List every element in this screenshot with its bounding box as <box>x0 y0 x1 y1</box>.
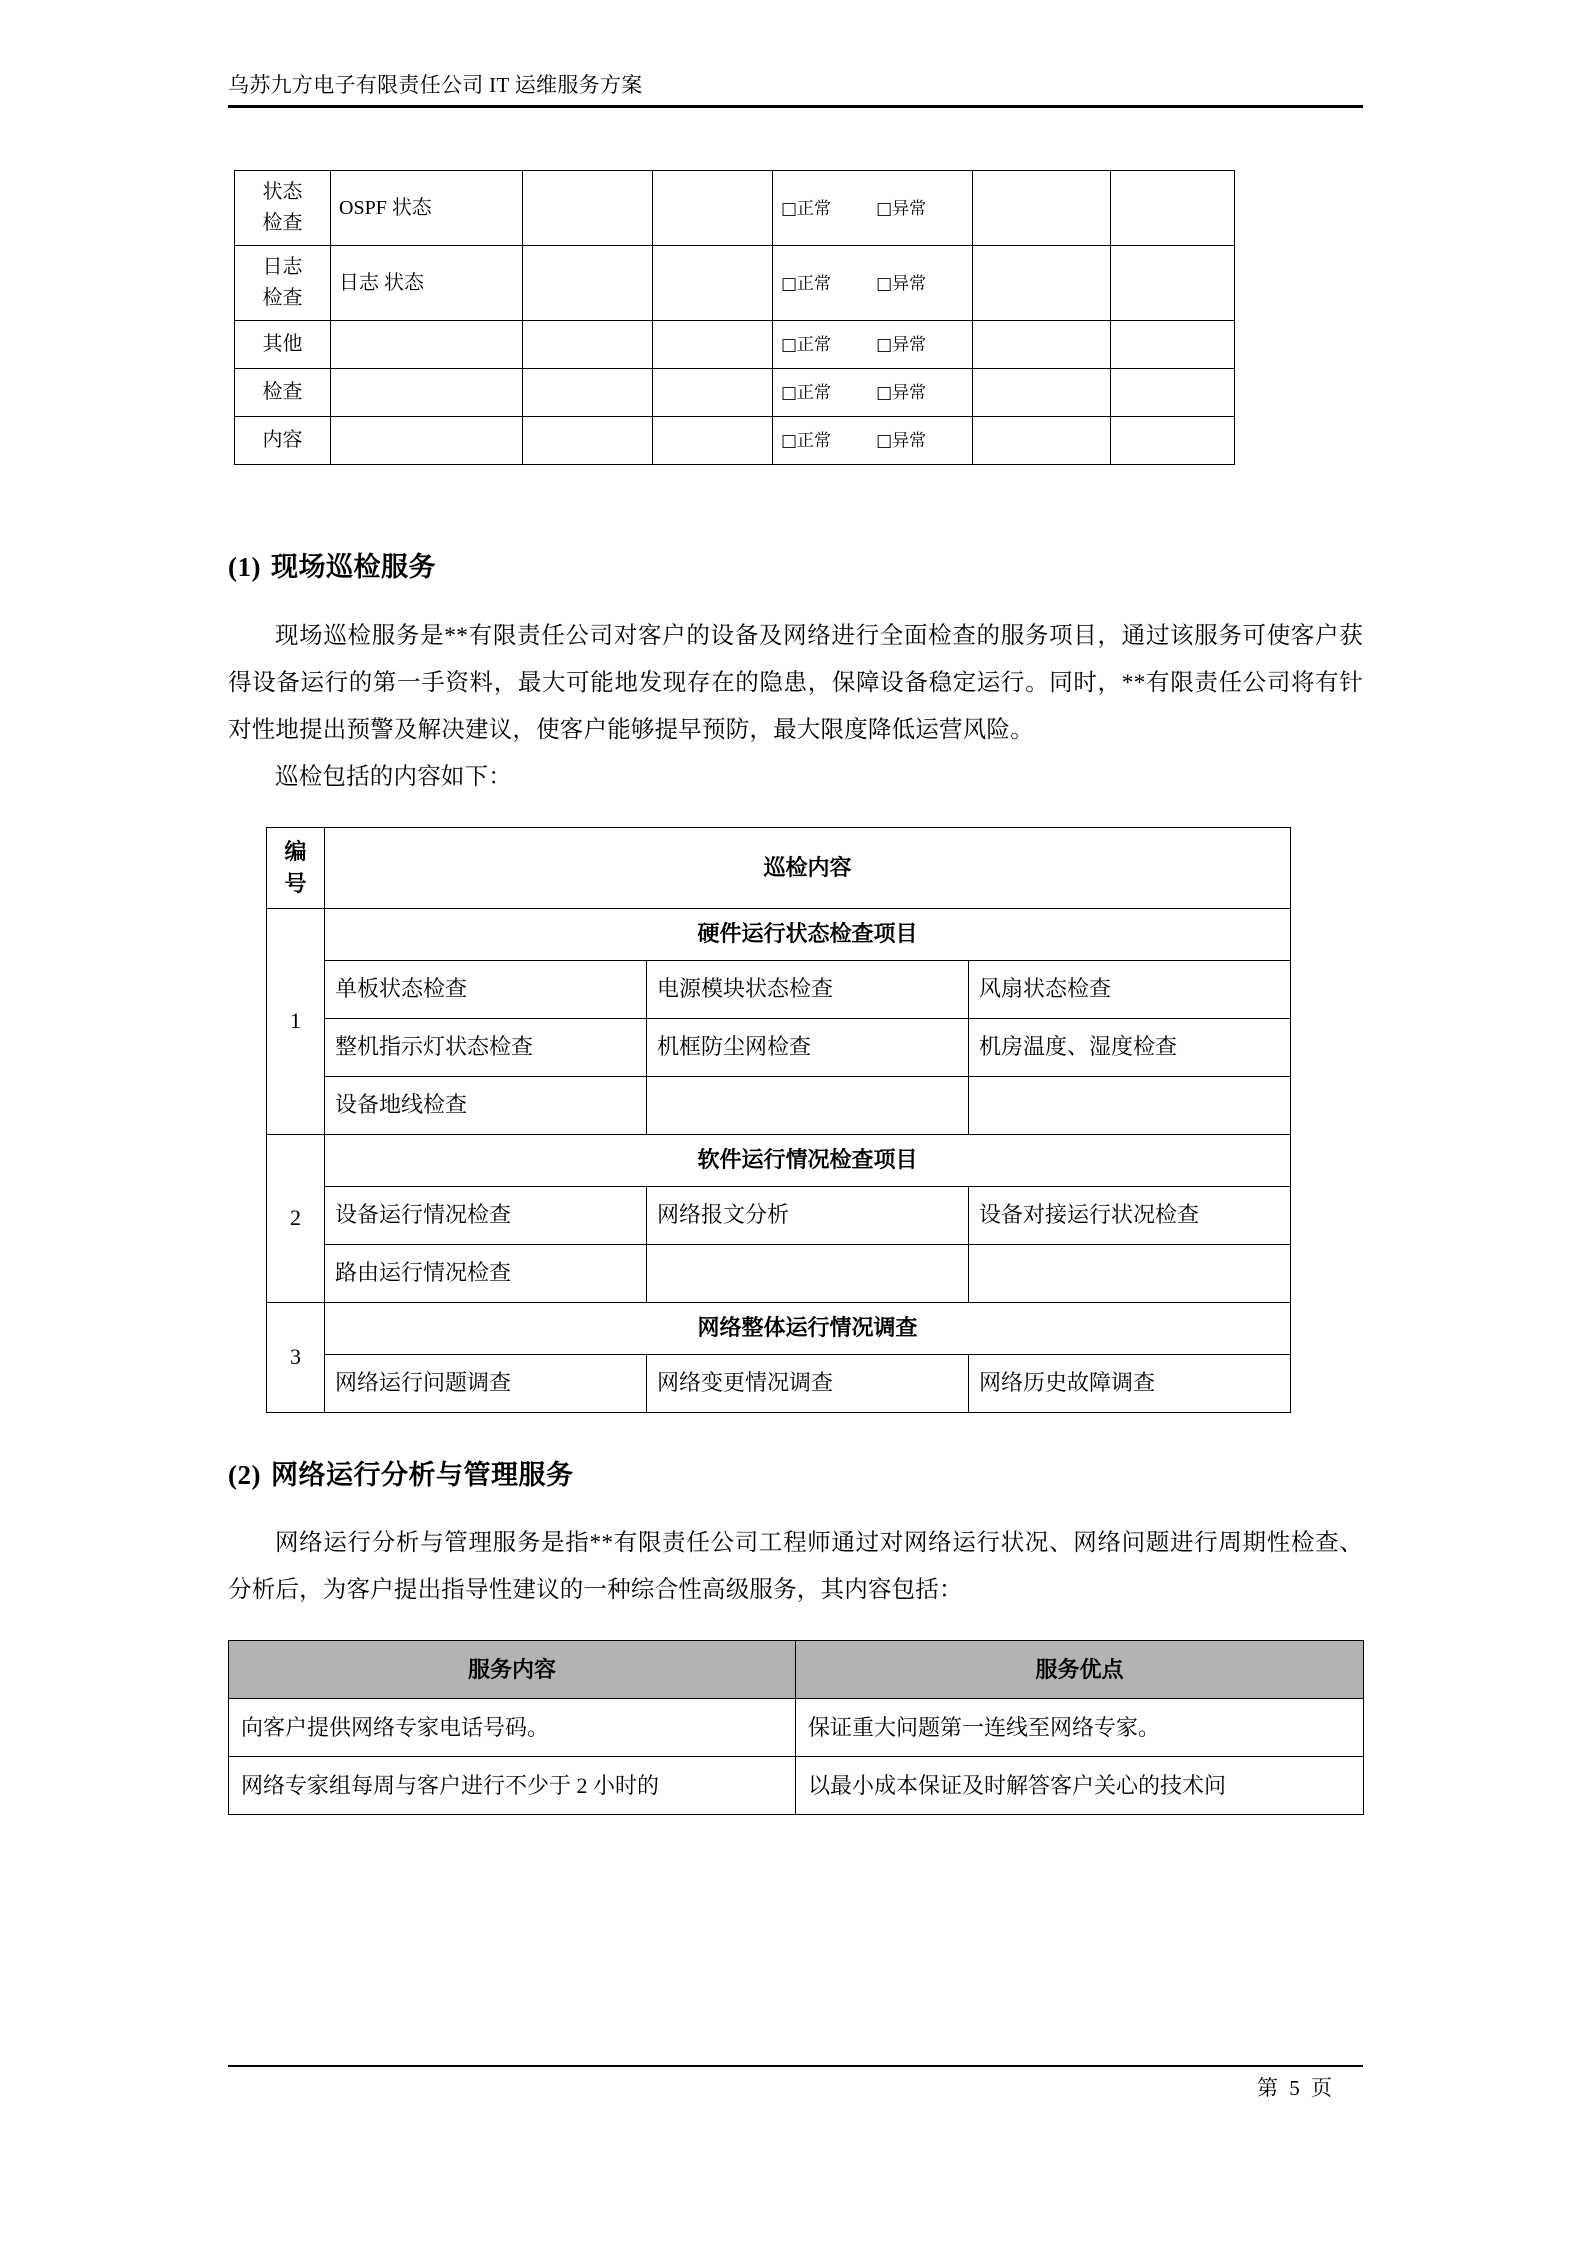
inspect-item: 网络历史故障调查 <box>969 1354 1291 1412</box>
table-row <box>267 960 1291 1018</box>
status-checkboxes[interactable] <box>773 417 973 465</box>
section-1-paragraph-1: 现场巡检服务是**有限责任公司对客户的设备及网络进行全面检查的服务项目，通过该服务可使客户获得设备运行的第一手资料，最大可能地发现存在的隐患，保障设备稳定运行。同时，**有限责任公司将有针对性地提出预警及解决建议，使客户能够提早预防，最大限度降低运营风险。 <box>228 622 1363 743</box>
inspect-item: 设备运行情况检查 <box>325 1186 647 1244</box>
section-1-paragraph-2: 巡检包括的内容如下： <box>275 763 512 790</box>
checkbox-abnormal[interactable]: □异常 <box>876 431 927 451</box>
category-line: 状态 <box>262 181 303 203</box>
status-checkboxes[interactable] <box>773 171 973 246</box>
checkbox-normal[interactable]: □正常 <box>781 198 832 219</box>
column-header-content: 巡检内容 <box>325 827 1291 908</box>
check-item: 日志 状态 <box>331 246 523 321</box>
table-row <box>235 171 1235 246</box>
service-benefit-cell: 保证重大问题第一连线至网络专家。 <box>796 1699 1364 1757</box>
checkbox-abnormal[interactable]: □异常 <box>876 335 927 355</box>
spacer <box>228 1494 1363 1520</box>
page-content <box>228 170 1363 1815</box>
section-2-heading <box>228 1457 1363 1495</box>
blank-cell[interactable] <box>523 321 653 369</box>
group-number: 2 <box>267 1134 325 1302</box>
blank-cell[interactable] <box>523 246 653 321</box>
status-checkboxes[interactable] <box>773 321 973 369</box>
blank-cell[interactable] <box>1111 321 1235 369</box>
checkbox-abnormal[interactable]: □异常 <box>876 273 927 294</box>
table-row <box>235 321 1235 369</box>
checkbox-abnormal[interactable]: □异常 <box>876 383 927 403</box>
table-row <box>229 1757 1364 1815</box>
inspect-item: 路由运行情况检查 <box>325 1244 647 1302</box>
group-title: 软件运行情况检查项目 <box>325 1134 1291 1186</box>
inspect-item: 设备地线检查 <box>325 1076 647 1134</box>
table-row <box>267 1244 1291 1302</box>
checkbox-normal[interactable]: □正常 <box>781 335 832 355</box>
service-benefit-cell: 以最小成本保证及时解答客户关心的技术问 <box>796 1757 1364 1815</box>
status-checkboxes[interactable] <box>773 369 973 417</box>
table-row <box>267 1134 1291 1186</box>
check-item[interactable] <box>331 417 523 465</box>
blank-cell[interactable] <box>973 417 1111 465</box>
blank-cell[interactable] <box>653 417 773 465</box>
check-item[interactable] <box>331 369 523 417</box>
table-header-row <box>229 1641 1364 1699</box>
blank-cell[interactable] <box>1111 417 1235 465</box>
blank-cell[interactable] <box>973 246 1111 321</box>
section-2-paragraph-1: 网络运行分析与管理服务是指**有限责任公司工程师通过对网络运行状况、网络问题进行周期性检查、分析后，为客户提出指导性建议的一种综合性高级服务，其内容包括： <box>228 1530 1363 1604</box>
blank-cell[interactable] <box>523 417 653 465</box>
group-title: 硬件运行状态检查项目 <box>325 908 1291 960</box>
checkbox-normal[interactable]: □正常 <box>781 273 832 294</box>
inspect-item: 整机指示灯状态检查 <box>325 1018 647 1076</box>
spacer <box>228 587 1363 613</box>
blank-cell[interactable] <box>523 369 653 417</box>
table-row <box>235 417 1235 465</box>
blank-cell[interactable] <box>653 171 773 246</box>
section-2-title: 网络运行分析与管理服务 <box>270 1459 574 1490</box>
inspect-item: 网络运行问题调查 <box>325 1354 647 1412</box>
inspect-item <box>647 1244 969 1302</box>
blank-cell[interactable] <box>653 246 773 321</box>
table-row <box>267 1186 1291 1244</box>
inspect-item <box>647 1076 969 1134</box>
checkbox-normal[interactable]: □正常 <box>781 431 832 451</box>
inspect-item: 网络报文分析 <box>647 1186 969 1244</box>
inspect-item: 网络变更情况调查 <box>647 1354 969 1412</box>
section-1-heading <box>228 549 1363 587</box>
table-row <box>267 1302 1291 1354</box>
blank-cell[interactable] <box>653 369 773 417</box>
inspect-item: 电源模块状态检查 <box>647 960 969 1018</box>
group-number: 1 <box>267 908 325 1134</box>
inspection-content-table <box>266 827 1291 1413</box>
table-row <box>235 369 1235 417</box>
spacer <box>228 523 1363 549</box>
section-1-title: 现场巡检服务 <box>270 552 436 582</box>
section-2-number: (2) <box>228 1459 261 1490</box>
category-line: 日志 <box>262 256 303 278</box>
blank-cell[interactable] <box>1111 246 1235 321</box>
category-line: 检查 <box>262 212 303 234</box>
status-check-table <box>234 170 1235 465</box>
header-divider <box>228 105 1363 108</box>
inspect-item <box>969 1244 1291 1302</box>
row-category-label: 检查 <box>235 369 331 417</box>
table-row <box>267 1354 1291 1412</box>
checkbox-abnormal[interactable]: □异常 <box>876 198 927 219</box>
blank-cell[interactable] <box>973 321 1111 369</box>
blank-cell[interactable] <box>1111 171 1235 246</box>
group-title: 网络整体运行情况调查 <box>325 1302 1291 1354</box>
column-header-service-content: 服务内容 <box>229 1641 796 1699</box>
row-category-label <box>235 246 331 321</box>
service-content-cell: 网络专家组每周与客户进行不少于 2 小时的 <box>229 1757 796 1815</box>
checkbox-normal[interactable]: □正常 <box>781 383 832 403</box>
spacer <box>228 801 1363 827</box>
table-row <box>229 1699 1364 1757</box>
header-title: 乌苏九方电子有限责任公司 IT 运维服务方案 <box>228 73 643 97</box>
row-category-label: 内容 <box>235 417 331 465</box>
table-row <box>267 1018 1291 1076</box>
category-line: 检查 <box>262 287 303 309</box>
spacer <box>228 1413 1363 1457</box>
service-content-cell: 向客户提供网络专家电话号码。 <box>229 1699 796 1757</box>
check-item: OSPF 状态 <box>331 171 523 246</box>
group-number: 3 <box>267 1302 325 1412</box>
spacer <box>228 465 1363 523</box>
page-footer <box>228 2065 1363 2102</box>
blank-cell[interactable] <box>973 171 1111 246</box>
page-number: 第 5 页 <box>1257 2076 1335 2100</box>
table-row <box>235 246 1235 321</box>
table-row <box>267 908 1291 960</box>
table-header-row <box>267 827 1291 908</box>
inspect-item: 风扇状态检查 <box>969 960 1291 1018</box>
column-header-service-benefit: 服务优点 <box>796 1641 1364 1699</box>
table-row <box>267 1076 1291 1134</box>
blank-cell[interactable] <box>1111 369 1235 417</box>
section-1-number: (1) <box>228 552 261 582</box>
inspect-item <box>969 1076 1291 1134</box>
status-checkboxes[interactable] <box>773 246 973 321</box>
column-header-no: 编号 <box>267 827 325 908</box>
page-header <box>228 72 1363 108</box>
blank-cell[interactable] <box>653 321 773 369</box>
check-item[interactable] <box>331 321 523 369</box>
row-category-label: 其他 <box>235 321 331 369</box>
inspect-item: 单板状态检查 <box>325 960 647 1018</box>
service-benefit-table <box>228 1640 1364 1815</box>
inspect-item: 机房温度、湿度检查 <box>969 1018 1291 1076</box>
inspect-item: 设备对接运行状况检查 <box>969 1186 1291 1244</box>
blank-cell[interactable] <box>973 369 1111 417</box>
inspect-item: 机框防尘网检查 <box>647 1018 969 1076</box>
spacer <box>228 1614 1363 1640</box>
footer-divider <box>228 2065 1363 2067</box>
row-category-label <box>235 171 331 246</box>
blank-cell[interactable] <box>523 171 653 246</box>
